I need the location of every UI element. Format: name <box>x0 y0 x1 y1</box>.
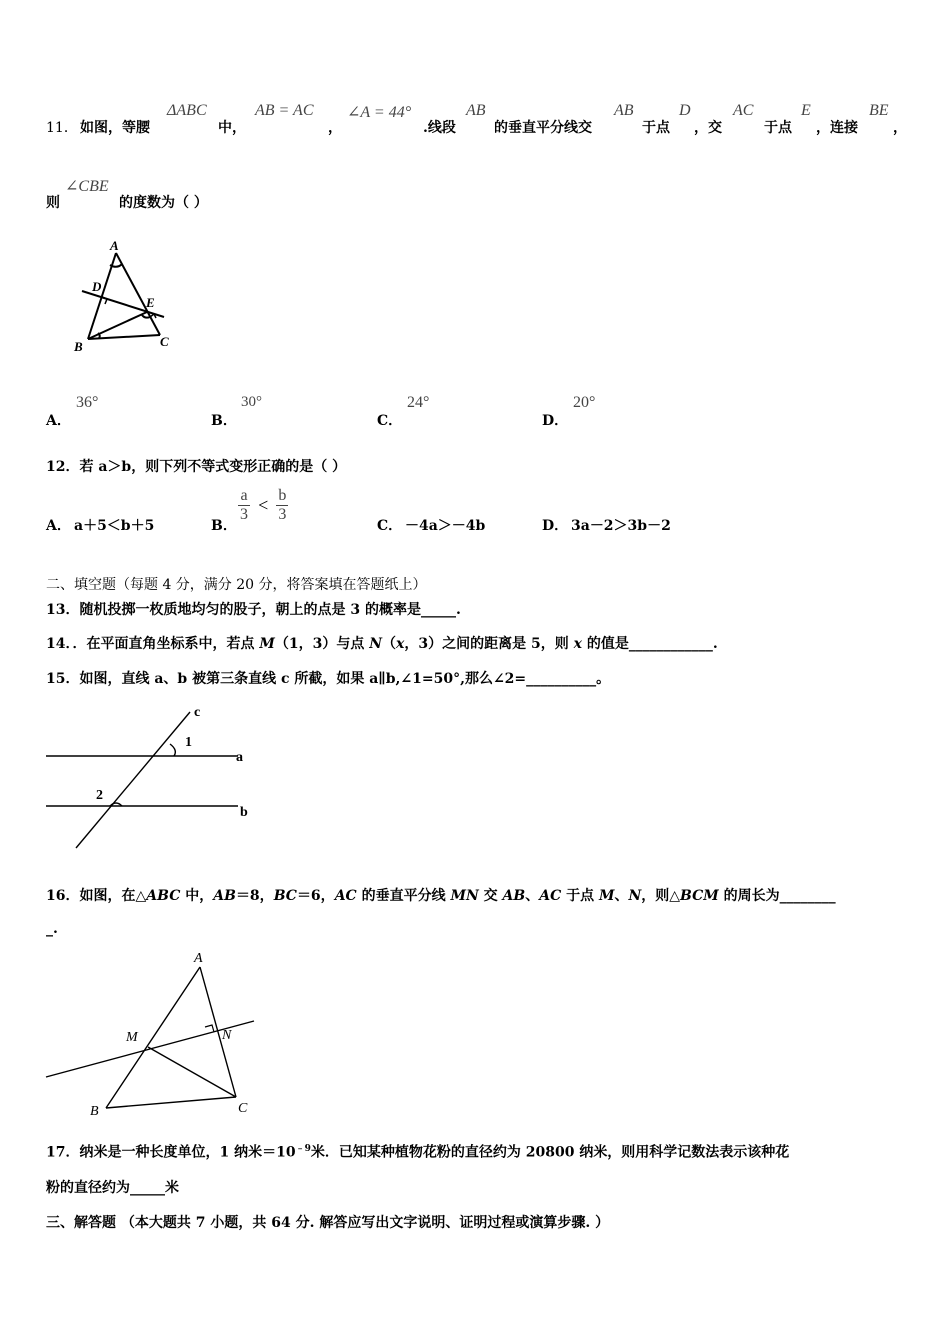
q12-fraction-a-over-3 <box>238 487 250 524</box>
q12-fraction-b-over-3 <box>276 487 288 524</box>
q11-label-c: C <box>160 334 169 349</box>
q11-option-b-letter[interactable]: B． <box>211 413 237 429</box>
q16-part-3: ＝8， <box>235 888 274 904</box>
q17-line2: 粉的直径约为_____米 <box>46 1180 179 1196</box>
q17-part-1: 17．纳米是一种长度单位，1 纳米＝10 <box>46 1144 296 1161</box>
q16-part-9: 、 <box>614 888 629 904</box>
q16-ac: AC <box>334 888 357 904</box>
q11-math-angle-cbe: ∠CBE <box>65 178 109 195</box>
q16-label-m: M <box>126 1030 138 1045</box>
q11-text-1: 如图，等腰 <box>80 120 150 136</box>
q11-math-ab-2: AB <box>614 102 634 119</box>
q16-part-2: 中， <box>180 888 214 904</box>
q16-part-5: 的垂直平分线 <box>356 888 451 904</box>
q11-figure <box>70 235 190 360</box>
q16-part-6: 交 <box>478 888 503 904</box>
q11-text-8: 于点 <box>764 120 792 136</box>
q16-part-11: 的周长为________ <box>718 888 836 904</box>
q11-option-c-value: 24° <box>407 394 430 411</box>
q11-label-e: E <box>146 295 155 310</box>
q16-part-4: ＝6， <box>296 888 335 904</box>
q15-label-b: b <box>240 805 248 820</box>
q16-ab-2: AB <box>502 888 526 904</box>
q11-text-10: ， <box>893 120 907 136</box>
q11-right-angle-d <box>102 297 107 304</box>
q11-math-ab-ac: AB = AC <box>255 102 314 119</box>
q15-label-c: c <box>194 705 201 720</box>
q16-segment-mc <box>148 1047 236 1097</box>
q16-side-ab <box>106 967 200 1108</box>
q14-text <box>46 633 718 653</box>
q15-label-1: 1 <box>185 735 192 750</box>
q11-text-5: 的垂直平分线交 <box>494 120 592 136</box>
q11-text-4: .线段 <box>423 120 456 136</box>
q12-option-a-letter[interactable]: A． <box>46 518 71 534</box>
q11-line2-suffix: 的度数为（ ） <box>119 195 208 211</box>
q11-text-2: 中， <box>218 120 246 136</box>
q15-line-c <box>76 712 190 848</box>
q11-math-e: E <box>801 102 811 119</box>
q11-math-ab: AB <box>466 102 486 119</box>
q14-part-1: 14．．在平面直角坐标系中，若点 <box>46 636 260 652</box>
q11-option-a-letter[interactable]: A． <box>46 413 71 429</box>
q11-math-be: BE <box>869 102 889 119</box>
section-3-heading: 三、解答题 （本大题共 7 小题，共 64 分. 解答应写出文字说明、证明过程或演算步骤. ） <box>46 1215 610 1231</box>
q16-bc: BC <box>273 888 297 904</box>
q11-number: 11． <box>46 120 78 136</box>
q12-fraction-a-num: a <box>238 487 250 506</box>
q12-option-c-letter[interactable]: C． <box>377 518 403 534</box>
q16-label-a: A <box>194 951 203 966</box>
q12-fraction-b-num: b <box>278 487 287 504</box>
q12-option-b-expression <box>238 487 288 524</box>
q11-option-a-value: 36° <box>76 394 99 411</box>
q12-fraction-b-den: 3 <box>278 506 287 523</box>
q11-option-c-letter[interactable]: C． <box>377 413 403 429</box>
q15-label-a: a <box>236 750 243 765</box>
q17-text <box>46 1141 789 1162</box>
q14-part-2: （1，3）与点 <box>274 636 370 652</box>
q11-option-b-value: 30° <box>241 394 262 410</box>
q11-text-6: 于点 <box>642 120 670 136</box>
section-2-heading: 二、填空题（每题 4 分，满分 20 分，将答案填在答题纸上） <box>46 577 427 593</box>
q11-math-ac: AC <box>733 102 754 119</box>
q16-abc: ABC <box>146 888 181 904</box>
q16-part-10: ，则△ <box>641 888 681 904</box>
q12-stem: 12．若 a＞b，则下列不等式变形正确的是（ ） <box>46 459 347 475</box>
q16-figure <box>40 945 265 1125</box>
q12-option-b-letter[interactable]: B． <box>211 518 237 534</box>
q11-option-d-value: 20° <box>573 394 596 411</box>
q12-option-d-value: 3a－2＞3b－2 <box>571 518 671 534</box>
q14-point-m: M <box>259 636 275 652</box>
q14-var-x-2: x <box>573 636 582 652</box>
q15-angle-1-arc <box>170 744 175 756</box>
q11-segment-be <box>88 312 147 339</box>
q16-part-7: 、 <box>525 888 540 904</box>
q16-text <box>46 885 836 905</box>
q13-text: 13．随机投掷一枚质地均匀的股子，朝上的点是 3 的概率是_____. <box>46 602 461 618</box>
q16-label-b: B <box>90 1104 99 1119</box>
q16-ac-2: AC <box>539 888 562 904</box>
q17-exponent: ﹣9 <box>295 1144 311 1154</box>
q15-text: 15．如图，直线 a、b 被第三条直线 c 所截，如果 a∥b,∠1=50°,那么∠2=__________。 <box>46 671 611 687</box>
q16-ab: AB <box>213 888 236 904</box>
q14-part-3: （ <box>382 636 397 652</box>
q16-side-bc <box>106 1097 236 1108</box>
q11-label-b: B <box>74 339 83 354</box>
q14-part-4: ，3）之间的距离是 5，则 <box>404 636 574 652</box>
q16-n: N <box>628 888 642 904</box>
q16-part-1: 16．如图，在△ <box>46 888 147 904</box>
q11-text-9: ，连接 <box>816 120 858 136</box>
q11-angle-b-arc <box>98 333 100 338</box>
q11-math-d: D <box>679 102 691 119</box>
q12-option-d-letter[interactable]: D． <box>542 518 569 534</box>
q14-part-5: 的值是____________. <box>581 636 718 652</box>
q12-option-c-value: －4a＞－4b <box>405 518 486 534</box>
q16-label-c: C <box>238 1101 248 1116</box>
q16-m: M <box>598 888 615 904</box>
q11-option-d-letter[interactable]: D． <box>542 413 569 429</box>
q12-fraction-a-den: 3 <box>240 506 248 523</box>
q16-mn: MN <box>450 888 479 904</box>
q14-var-x-1: x <box>396 636 405 652</box>
q15-label-2: 2 <box>96 788 103 803</box>
q15-figure <box>40 700 270 855</box>
q11-text-3: ， <box>328 120 342 136</box>
q11-label-d: D <box>92 279 102 294</box>
q11-text-7: ，交 <box>694 120 722 136</box>
q11-math-triangle: ΔABC <box>167 102 207 119</box>
q12-less-than: < <box>258 495 269 515</box>
q11-label-a: A <box>110 238 119 253</box>
q16-part-8: 于点 <box>561 888 599 904</box>
q14-point-n: N <box>369 636 383 652</box>
q16-label-n: N <box>222 1028 232 1043</box>
q16-bcm: BCM <box>680 888 719 904</box>
q11-line2-prefix: 则 <box>46 195 60 211</box>
q16-line2: _. <box>46 921 58 937</box>
q17-part-2: 米．已知某种植物花粉的直径约为 20800 纳米，则用科学记数法表示该种花 <box>310 1144 790 1161</box>
q16-right-angle-n <box>205 1025 214 1032</box>
q12-option-a-value: a＋5＜b＋5 <box>74 518 155 534</box>
q11-math-angle-a: ∠A = 44° <box>347 104 412 121</box>
